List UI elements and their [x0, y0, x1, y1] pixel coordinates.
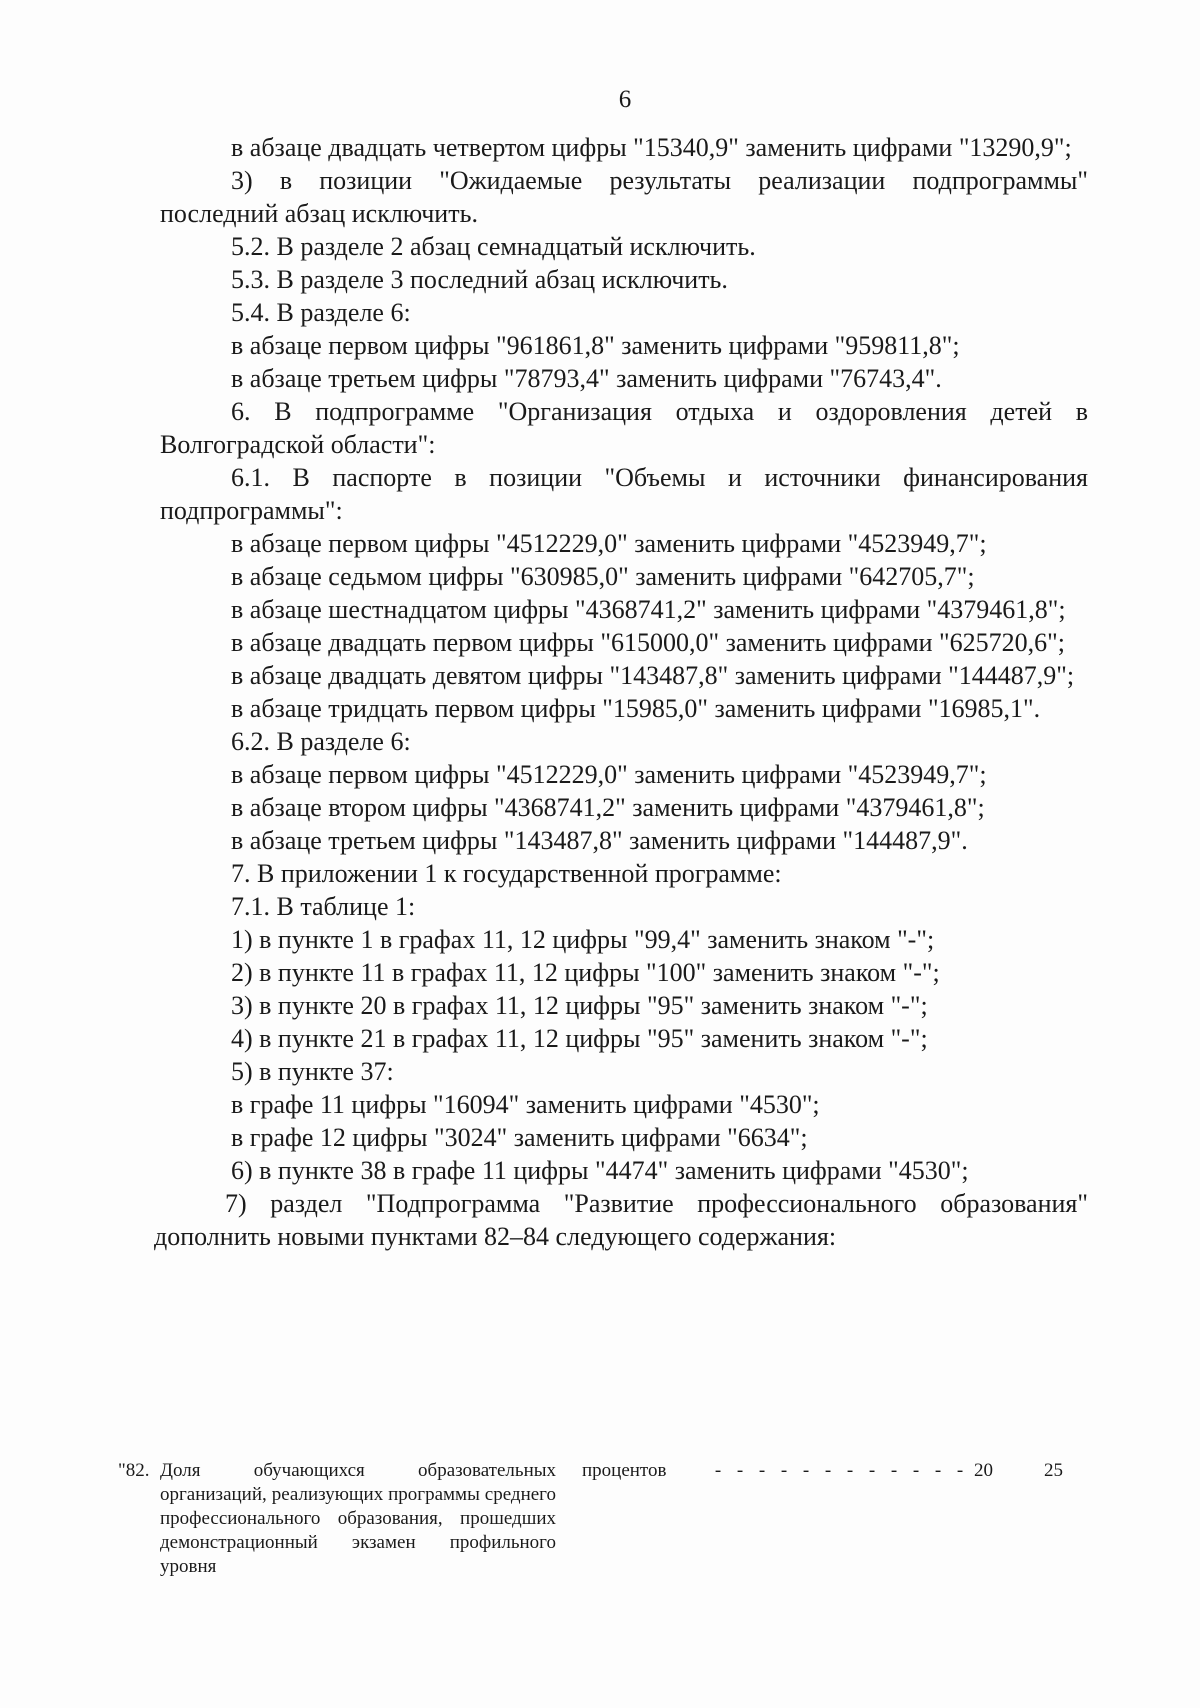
paragraph: в абзаце двадцать первом цифры "615000,0" заменить цифрами "625720,6"; [231, 628, 1066, 657]
empty-cell-dash: - [956, 1460, 964, 1481]
empty-cell-dash: - [912, 1460, 920, 1481]
page-number: 6 [618, 86, 632, 113]
value-column-11: 20 [974, 1460, 993, 1481]
paragraph: 6.1. В паспорте в позиции "Объемы и источники финансирования подпрограммы": [160, 463, 1088, 525]
paragraph: 6. В подпрограмме "Организация отдыха и оздоровления детей в Волгоградской области": [160, 397, 1088, 459]
paragraph: в абзаце двадцать четвертом цифры "15340,9" заменить цифрами "13290,9"; [231, 133, 1072, 162]
paragraph: в графе 11 цифры "16094" заменить цифрами "4530"; [231, 1090, 820, 1119]
paragraph: 5) в пункте 37: [231, 1057, 394, 1086]
paragraph: в абзаце седьмом цифры "630985,0" заменить цифрами "642705,7"; [231, 562, 975, 591]
paragraph: 6.2. В разделе 6: [231, 727, 411, 756]
empty-cell-dash: - [758, 1460, 766, 1481]
paragraph: в абзаце третьем цифры "78793,4" заменить цифрами "76743,4". [231, 364, 942, 393]
paragraph: 5.2. В разделе 2 абзац семнадцатый исключить. [231, 232, 756, 261]
empty-cell-dash: - [780, 1460, 788, 1481]
paragraph: 4) в пункте 21 в графах 11, 12 цифры "95" заменить знаком "-"; [231, 1024, 928, 1053]
empty-cell-dash: - [890, 1460, 898, 1481]
value-column-12: 25 [1044, 1460, 1063, 1481]
paragraph: в абзаце первом цифры "961861,8" заменить цифрами "959811,8"; [231, 331, 960, 360]
empty-cell-dash: - [934, 1460, 942, 1481]
paragraph: 5.4. В разделе 6: [231, 298, 411, 327]
paragraph: в графе 12 цифры "3024" заменить цифрами "6634"; [231, 1123, 808, 1152]
empty-cell-dash: - [824, 1460, 832, 1481]
paragraph: 3) в позиции "Ожидаемые результаты реализации подпрограммы" последний абзац исключить. [160, 166, 1088, 228]
paragraph: в абзаце двадцать девятом цифры "143487,8" заменить цифрами "144487,9"; [231, 661, 1075, 690]
empty-cell-dash: - [846, 1460, 854, 1481]
paragraph: 1) в пункте 1 в графах 11, 12 цифры "99,4" заменить знаком "-"; [231, 925, 935, 954]
paragraph: в абзаце третьем цифры "143487,8" заменить цифрами "144487,9". [231, 826, 968, 855]
indicator-name: Доля обучающихся образовательных организаций, реализующих программы среднего профессионального образования, прошедших демонстрационный экзамен профильного уровня [160, 1460, 556, 1577]
paragraph: 7) раздел "Подпрограмма "Развитие профессионального образования" дополнить новыми пунктами 82–84 следующего содержания: [154, 1189, 1088, 1251]
empty-cell-dash: - [736, 1460, 744, 1481]
empty-cell-dash: - [868, 1460, 876, 1481]
empty-cell-dash: - [802, 1460, 810, 1481]
paragraph: 5.3. В разделе 3 последний абзац исключить. [231, 265, 728, 294]
document-body [154, 131, 1088, 1253]
empty-cell-dash: - [714, 1460, 722, 1481]
paragraph: в абзаце первом цифры "4512229,0" заменить цифрами "4523949,7"; [231, 760, 987, 789]
paragraph: в абзаце первом цифры "4512229,0" заменить цифрами "4523949,7"; [231, 529, 987, 558]
unit-of-measure: процентов [582, 1460, 667, 1481]
paragraph: 7. В приложении 1 к государственной программе: [231, 859, 782, 888]
paragraph: 7.1. В таблице 1: [231, 892, 416, 921]
paragraph: 6) в пункте 38 в графе 11 цифры "4474" заменить цифрами "4530"; [231, 1156, 969, 1185]
row-number: "82. [118, 1460, 150, 1481]
paragraph: 2) в пункте 11 в графах 11, 12 цифры "100" заменить знаком "-"; [231, 958, 940, 987]
paragraph: в абзаце втором цифры "4368741,2" заменить цифрами "4379461,8"; [231, 793, 985, 822]
paragraph: в абзаце тридцать первом цифры "15985,0" заменить цифрами "16985,1". [231, 694, 1041, 723]
paragraph: в абзаце шестнадцатом цифры "4368741,2" заменить цифрами "4379461,8"; [231, 595, 1066, 624]
paragraph: 3) в пункте 20 в графах 11, 12 цифры "95" заменить знаком "-"; [231, 991, 928, 1020]
